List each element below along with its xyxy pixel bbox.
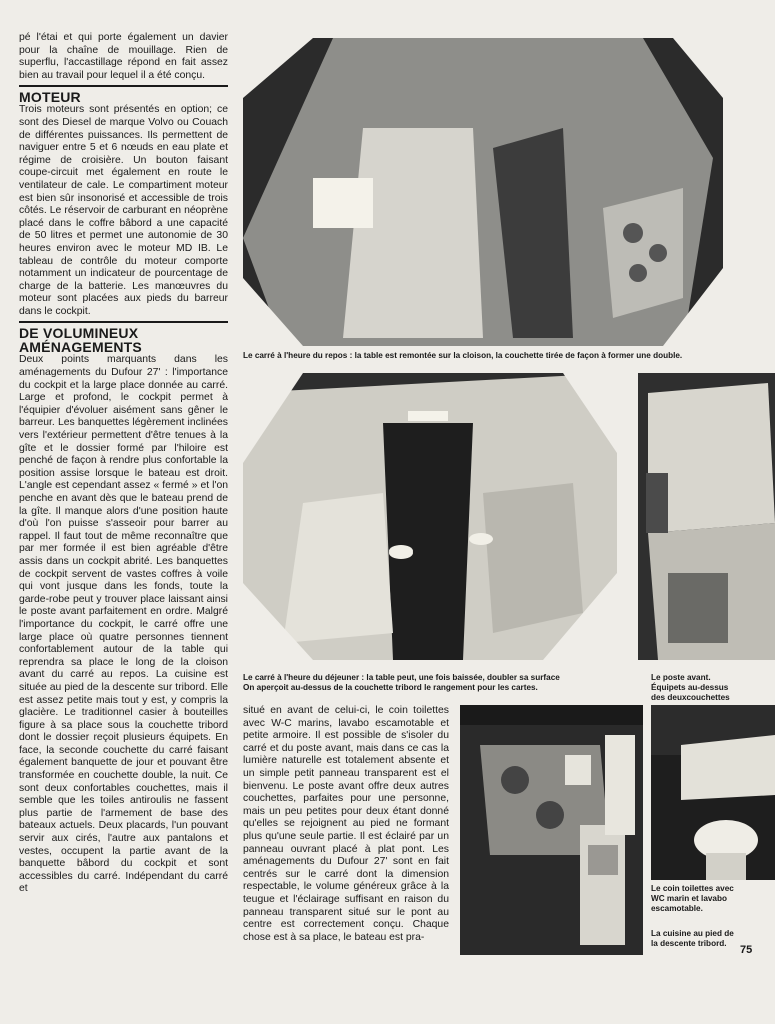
caption-poste-avant-line1: Le poste avant. <box>651 673 711 682</box>
middle-paragraph: situé en avant de celui-ci, le coin toilettes avec W-C marins, lavabo escamotable et petite armoire. Il est possible de s'isoler du carré et du poste avant, mais dans ce cas la lumière naturelle est totalement absente et un simple petit panneau transparent est el bienvenu. Le poste avant offre deux autres couchettes, parfaites pour une personne, mais un peu petites pour deux étant donné qu'elles se rejoignent au pied ne formant plus qu'une seule partie. Il est éclairé par un panneau ouvrant placé à plat pont. Les aménagements du Dufour 27' sont en fait centrés sur le carré dont la dimension respectable, le volume généreux grâce à la teugue et l'éclairage suffisant en raison du panneau transparent situé sur le pont au centre est correctement conçu. Chaque chose est à sa place, le bateau est pra- <box>243 705 449 943</box>
caption-toilettes: Le coin toilettes avec WC marin et lavabo escamotable. <box>651 884 734 913</box>
caption-poste-avant-line2: Équipets au-dessus <box>651 683 729 692</box>
photo-poste-avant <box>628 373 775 660</box>
amenagements-paragraph: Deux points marquants dans les aménagements du Dufour 27' : l'importance du cockpit et la large place donnée au carré. Large et profond, le cockpit permet à l'équipier d'évoluer aisément sans gêner le barreur. Les banquettes légèrement inclinées vers l'extérieur permettent d'être tenues à la gîte et le dossier formé par l'hiloire est penché de façon à rendre plus confortable la position assise lorsque le bateau est droit. L'angle est cependant assez « fermé » et l'on penche en avant dès que le bateau prend de la gîte. Il manque alors d'une position haute d'où l'on puisse s'asseoir pour barrer au rappel. Il faut tout de même reconnaître que par mer formée il est bien agréable d'être assis dans un cockpit abrité. Les banquettes de cockpit servent de vastes coffres à voile qui vont jusque dans les fonds, toute la garde-robe peut y trouver place laissant ainsi le poste avant parfaitement en ordre. Malgré l'importance du cockpit, le carré offre une large place où quatre personnes tiennent confortablement autour de la table qui reprendra sa place le long de la cloison avant du carré au repos. La cuisine est située au pied de la descente sur tribord. Elle est assez petite mais tout y est, y compris la glacière. Le traditionnel casier à bouteilles figure à sa place sous la couchette tribord dont le dossier reçoit plusieurs équipets. En face, la seconde couchette du carré faisant également banquette de jour et pouvant être transformée en couchette double, la nuit. Ce sont deux confortables couchettes, mais il semble que les toiles antiroulis ne fassent plus partie de l'armement de base des bateaux actuels. Deux placards, l'un pouvant servir aux cirés, l'autre aux pantalons et vestes, occupent la partie avant de la banquette bâbord du cockpit et sont accessibles du carré. Indépendant du carré et <box>19 354 228 895</box>
moteur-paragraph: Trois moteurs sont présentés en option; ce sont des Diesel de marque Volvo ou Couach de différentes puissances. Ils permettent de naviguer entre 5 et 6 nœuds en eau plate et régime de croisière. Un bouton faisant coupe-circuit met également en route le ventilateur de cale. Le compartiment moteur est bien sûr insonorisé et accessible de trois côtés. Le réservoir de carburant en néoprène placé dans le coffre bâbord a une capacité de 50 litres et permet une autonomie de 30 heures environ avec le moteur MD IB. Le tableau de contrôle du moteur comporte notamment un indicateur de pourcentage de charge de la batterie. Les manœuvres du moteur sont placées aux pieds du barreur dans le cockpit. <box>19 104 228 317</box>
section-heading-moteur: MOTEUR <box>19 89 81 106</box>
section-heading-amenagements-line1: DE VOLUMINEUX <box>19 325 139 342</box>
photo-cuisine <box>460 705 643 955</box>
intro-paragraph: pé l'étai et qui porte également un davier pour la chaîne de mouillage. Rien de superflu, l'accastillage répond en fait assez bien au travail pour lequel il a été conçu. <box>19 32 228 81</box>
caption-carre-dejeuner-2: On aperçoit au-dessus de la couchette tribord le rangement pour les cartes. <box>243 683 538 692</box>
left-text-column <box>19 32 228 896</box>
section-heading-amenagements-line2: AMÉNAGEMENTS <box>19 339 142 356</box>
caption-carre-repos: Le carré à l'heure du repos : la table est remontée sur la cloison, la couchette tirée de façon à former une double. <box>243 351 683 360</box>
section-rule <box>19 321 228 323</box>
photo-carre-dejeuner <box>243 373 617 660</box>
middle-text-column <box>243 705 449 944</box>
caption-cuisine: La cuisine au pied de la descente tribord. <box>651 929 734 948</box>
photo-toilettes <box>651 705 775 880</box>
page-number: 75 <box>740 944 753 956</box>
caption-poste-avant-line3: des deuxcouchettes <box>651 693 730 702</box>
photo-carre-repos <box>243 38 723 346</box>
caption-carre-dejeuner-1: Le carré à l'heure du déjeuner : la table peut, une fois baissée, doubler sa surface <box>243 673 560 682</box>
caption-poste-avant <box>651 673 771 703</box>
section-rule <box>19 85 228 87</box>
